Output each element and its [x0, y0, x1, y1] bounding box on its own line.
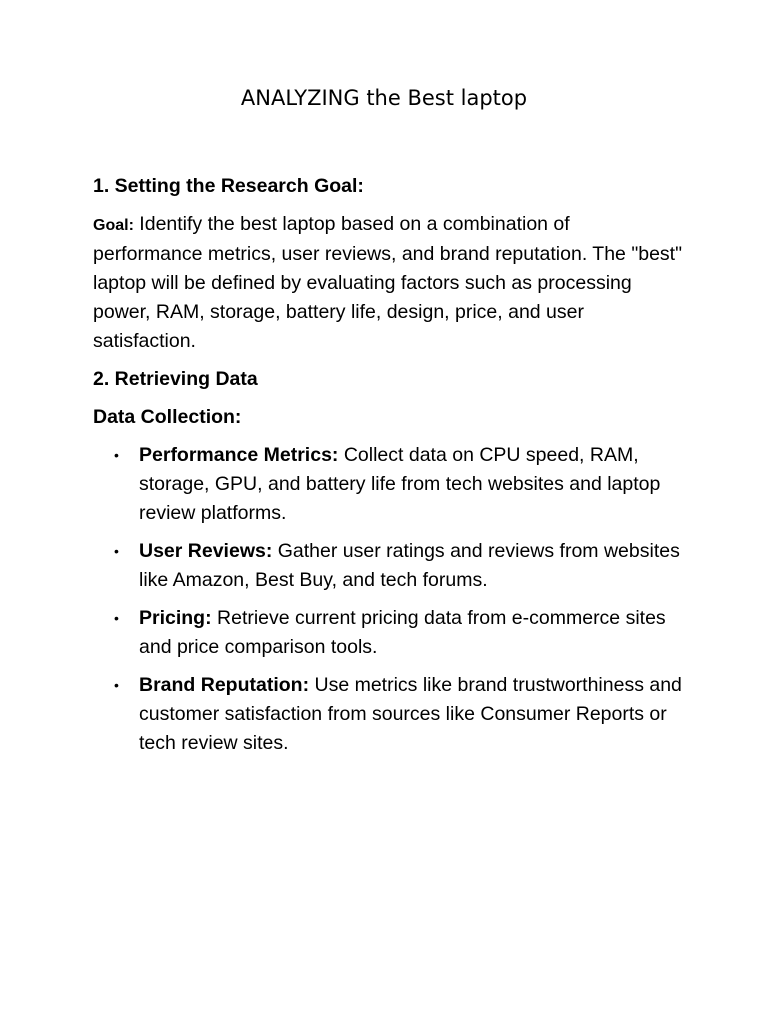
data-collection-list: [93, 441, 683, 758]
goal-label: Goal:: [93, 217, 134, 234]
list-item: [93, 671, 683, 758]
list-item: [93, 537, 683, 595]
bullet-icon: •: [114, 447, 119, 463]
bullet-term: Performance Metrics:: [139, 444, 339, 466]
bullet-text: Collect data on CPU speed, RAM, storage, GPU, and battery life from tech websites and laptop review platforms.: [139, 444, 661, 524]
section-2-heading: 2. Retrieving Data: [93, 368, 258, 390]
document-title: ANALYZING the Best laptop: [240, 86, 528, 110]
data-collection-heading: Data Collection:: [93, 406, 242, 428]
bullet-text: Gather user ratings and reviews from websites like Amazon, Best Buy, and tech forums.: [139, 540, 680, 591]
document-body: [93, 172, 683, 767]
goal-text: Identify the best laptop based on a combination of performance metrics, user reviews, and brand reputation. The "best" laptop will be defined by evaluating factors such as processing power, RAM, storage, battery life, design, price, and user satisfaction.: [93, 213, 683, 352]
section-1-heading: 1. Setting the Research Goal:: [93, 175, 364, 197]
bullet-icon: •: [114, 677, 119, 693]
bullet-term: Pricing:: [139, 607, 212, 629]
bullet-text: Retrieve current pricing data from e-commerce sites and price comparison tools.: [139, 607, 666, 658]
goal-paragraph: [93, 210, 683, 356]
bullet-text: Use metrics like brand trustworthiness and customer satisfaction from sources like Consumer Reports or tech review sites.: [139, 674, 682, 754]
bullet-term: User Reviews:: [139, 540, 273, 562]
bullet-icon: •: [114, 543, 119, 559]
bullet-term: Brand Reputation:: [139, 674, 310, 696]
list-item: [93, 604, 683, 662]
bullet-icon: •: [114, 610, 119, 626]
list-item: [93, 441, 683, 528]
